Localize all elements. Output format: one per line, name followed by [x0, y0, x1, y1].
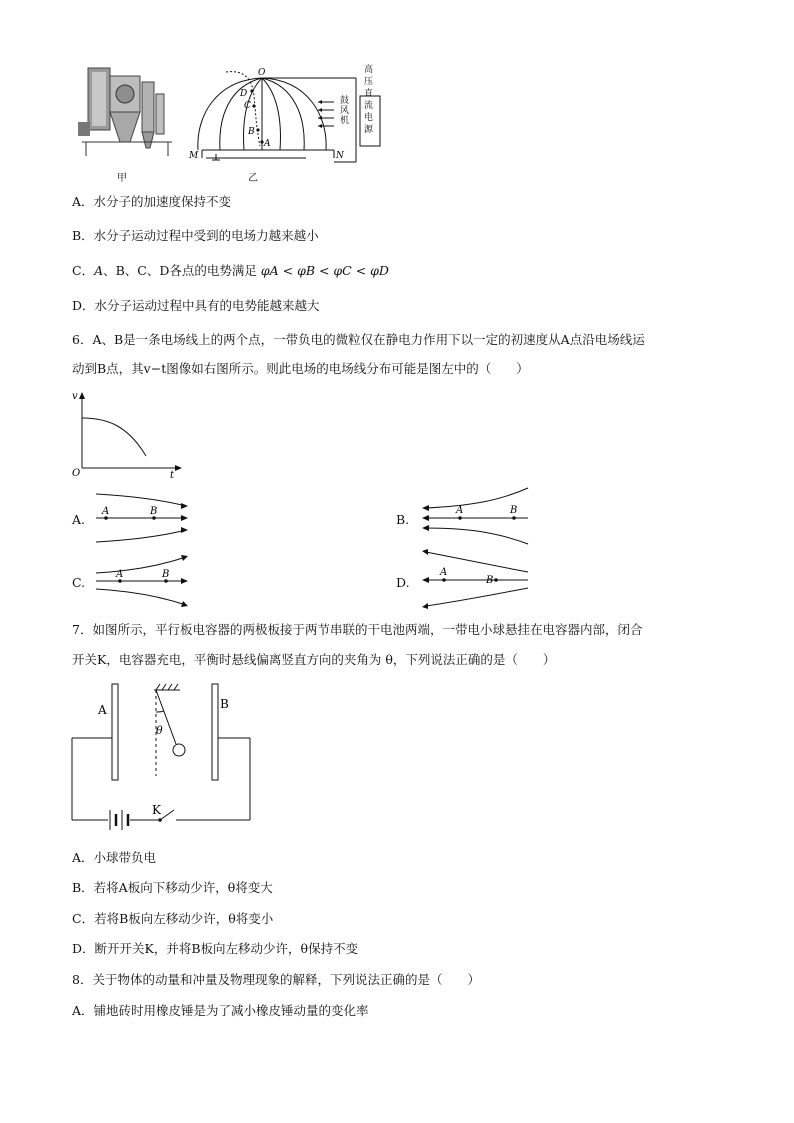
q6-c-point-a: A	[116, 569, 124, 580]
q6-option-d-label: D.	[396, 575, 410, 590]
graph-o-label: O	[72, 468, 81, 479]
label-A: A	[264, 139, 271, 149]
label-power-source: 高压直流电源	[364, 65, 374, 135]
q5-option-b: B．水分子运动过程中受到的电场力越来越小	[72, 228, 319, 243]
switch-k-label: K	[152, 803, 161, 817]
q7-stem-line2: 开关K，电容器充电，平衡时悬线偏离竖直方向的夹角为 θ，下列说法正确的是（ ）	[72, 652, 556, 667]
graph-v-label: v	[72, 391, 78, 402]
q7-capacitor-circuit	[70, 678, 256, 832]
q5-option-c-prefix: C．	[72, 263, 95, 278]
q6-option-c-label: C.	[72, 575, 86, 590]
q6-option-d-figure	[416, 548, 532, 610]
q6-d-point-b: B	[486, 575, 494, 586]
q8-option-a: A．铺地砖时用橡皮锤是为了减小橡皮锤动量的变化率	[72, 1003, 369, 1018]
q6-option-a-label: A.	[72, 512, 86, 527]
q6-c-point-b: B	[162, 569, 170, 580]
q5-option-a: A．水分子的加速度保持不变	[72, 194, 232, 209]
q7-option-a: A．小球带负电	[72, 850, 157, 865]
q6-b-point-a: A	[456, 505, 464, 516]
q6-a-point-b: B	[150, 506, 158, 517]
label-D: D	[240, 89, 248, 99]
q6-option-c-figure	[92, 553, 192, 611]
q7-option-d: D．断开开关K，并将B板向左移动少许，θ保持不变	[72, 941, 359, 956]
q6-option-b-figure	[416, 486, 532, 546]
q6-stem-line1: 6．A、B是一条电场线上的两个点，一带负电的微粒仅在静电力作用下以一定的初速度从A点沿电场线运	[72, 332, 645, 347]
q6-b-point-b: B	[510, 505, 518, 516]
plate-b-label: B	[220, 697, 229, 711]
figure-yi-field-diagram	[186, 66, 381, 170]
q7-option-b: B．若将A板向下移动少许，θ将变大	[72, 880, 273, 895]
q7-stem-line1: 7．如图所示，平行板电容器的两极板接于两节串联的干电池两端，一带电小球悬挂在电容器内部，闭合	[72, 622, 643, 637]
q5-option-d: D．水分子运动过程中具有的电势能越来越大	[72, 298, 320, 313]
q6-stem-line2: 动到B点，其v−t图像如右图所示。则此电场的电场线分布可能是图左中的（ ）	[72, 361, 529, 376]
q6-a-point-a: A	[102, 506, 110, 517]
q5-option-c-text: 、B、C、D各点的电势满足	[103, 263, 257, 278]
q5-option-c-formula: φA < φB < φC < φD	[260, 263, 389, 278]
label-jia: 甲	[117, 173, 127, 184]
q8-stem-line1: 8．关于物体的动量和冲量及物理现象的解释，下列说法正确的是（ ）	[72, 972, 480, 987]
plate-a-label: A	[98, 703, 107, 717]
q6-option-a-figure	[92, 490, 192, 546]
theta-label: θ	[156, 724, 163, 737]
label-C: C	[244, 101, 251, 111]
graph-t-label: t	[170, 470, 175, 480]
q5-option-c: C．A、B、C、D各点的电势满足 φA < φB < φC < φD	[72, 263, 389, 278]
label-M: M	[189, 151, 199, 161]
q6-d-point-a: A	[440, 567, 448, 578]
q7-option-c: C．若将B板向左移动少许，θ将变小	[72, 911, 274, 926]
label-yi: 乙	[248, 173, 258, 184]
label-blower: 鼓风机	[340, 96, 350, 126]
label-O: O	[258, 68, 266, 78]
label-B: B	[248, 127, 255, 137]
q6-option-b-label: B.	[396, 512, 410, 527]
figure-jia-machine	[78, 62, 178, 162]
label-N: N	[336, 151, 344, 161]
q6-vt-graph	[68, 390, 186, 480]
